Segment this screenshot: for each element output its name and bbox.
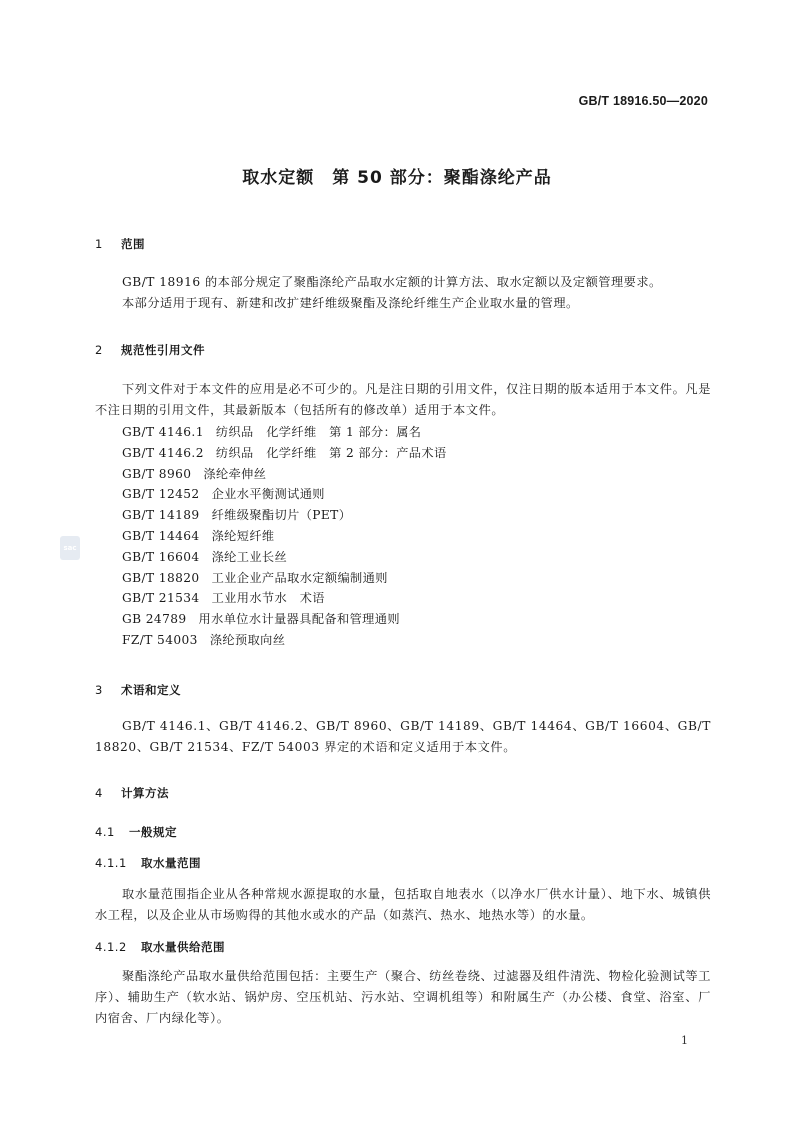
reference-item	[122, 588, 447, 609]
section-4-heading	[95, 785, 169, 801]
section-number: 4.1.1	[95, 856, 127, 870]
section-4-1-2-heading	[95, 939, 225, 955]
section-1-heading	[95, 236, 145, 252]
section-title: 计算方法	[121, 786, 169, 800]
section-4-1-heading	[95, 824, 177, 840]
reference-title: 纺织品 化学纤维 第 2 部分：产品术语	[215, 445, 447, 460]
reference-title: 涤纶工业长丝	[211, 549, 288, 564]
reference-code: GB/T 16604	[122, 549, 200, 564]
section-4-1-1-paragraph: 取水量范围指企业从各种常规水源提取的水量，包括取自地表水（以净水厂供水计量）、地下水、城镇供水工程，以及企业从市场购得的其他水或水的产品（如蒸汽、热水、地热水等）的水量。	[95, 887, 711, 922]
section-number: 4	[95, 786, 103, 800]
reference-title: 企业水平衡测试通则	[211, 487, 325, 502]
reference-title: 涤纶短纤维	[211, 528, 275, 543]
reference-item	[122, 526, 447, 547]
section-number: 3	[95, 683, 103, 697]
section-title: 取水量范围	[141, 856, 201, 870]
reference-item	[122, 630, 447, 651]
reference-title: 涤纶预取向丝	[209, 632, 286, 647]
reference-code: GB/T 4146.1	[122, 425, 204, 439]
reference-code: GB/T 12452	[122, 487, 200, 502]
reference-title: 工业用水节水 术语	[211, 591, 325, 606]
reference-item	[122, 422, 447, 443]
reference-code: FZ/T 54003	[122, 632, 198, 647]
section-3-heading	[95, 682, 181, 698]
reference-title: 工业企业产品取水定额编制通则	[211, 570, 388, 585]
watermark-logo: sac	[60, 536, 80, 560]
reference-code: GB 24789	[122, 612, 187, 627]
section-number: 2	[95, 343, 103, 357]
reference-item	[122, 484, 447, 505]
section-2-intro: 下列文件对于本文件的应用是必不可少的。凡是注日期的引用文件，仅注日期的版本适用于本文件。凡是不注日期的引用文件，其最新版本（包括所有的修改单）适用于本文件。	[95, 382, 711, 417]
section-number: 1	[95, 237, 103, 251]
reference-title: 纤维级聚酯切片（PET）	[211, 508, 352, 523]
reference-item	[122, 443, 447, 464]
section-title: 范围	[121, 237, 145, 251]
section-3-paragraph: GB/T 4146.1、GB/T 4146.2、GB/T 8960、GB/T 14189、GB/T 14464、GB/T 16604、GB/T 18820、GB/T 21534、FZ/T 54003 界定的术语和定义适用于本文件。	[95, 719, 711, 754]
reference-item	[122, 547, 447, 568]
reference-title: 纺织品 化学纤维 第 1 部分：属名	[215, 425, 422, 439]
section-title: 取水量供给范围	[141, 940, 225, 954]
document-title: 取水定额 第 50 部分：聚酯涤纶产品	[242, 168, 552, 188]
reference-item	[122, 505, 447, 526]
section-1-paragraph-2: 本部分适用于现有、新建和改扩建纤维级聚酯及涤纶纤维生产企业取水量的管理。	[122, 296, 579, 310]
section-1-paragraph-1: GB/T 18916 的本部分规定了聚酯涤纶产品取水定额的计算方法、取水定额以及定额管理要求。	[122, 275, 662, 289]
standard-code: GB/T 18916.50—2020	[578, 94, 708, 108]
reference-title: 用水单位水计量器具配备和管理通则	[198, 612, 400, 627]
reference-item	[122, 464, 447, 485]
reference-code: GB/T 21534	[122, 591, 200, 606]
section-4-1-1-heading	[95, 855, 201, 871]
reference-item	[122, 609, 447, 630]
section-title: 规范性引用文件	[121, 343, 205, 357]
section-number: 4.1.2	[95, 940, 127, 954]
page-number: 1	[681, 1034, 688, 1047]
reference-code: GB/T 14464	[122, 528, 200, 543]
reference-title: 涤纶牵伸丝	[203, 466, 267, 481]
section-2-heading	[95, 342, 205, 358]
section-title: 一般规定	[129, 825, 177, 839]
reference-code: GB/T 4146.2	[122, 445, 204, 460]
reference-item	[122, 568, 447, 589]
section-4-1-2-paragraph: 聚酯涤纶产品取水量供给范围包括：主要生产（聚合、纺丝卷绕、过滤器及组件清洗、物检化验测试等工序）、辅助生产（软水站、锅炉房、空压机站、污水站、空调机组等）和附属生产（办公楼、食堂、浴室、厂内宿舍、厂内绿化等）。	[95, 969, 711, 1025]
section-title: 术语和定义	[121, 683, 181, 697]
reference-code: GB/T 8960	[122, 466, 192, 481]
reference-code: GB/T 14189	[122, 508, 200, 523]
reference-code: GB/T 18820	[122, 570, 200, 585]
normative-reference-list	[122, 422, 447, 651]
section-number: 4.1	[95, 825, 115, 839]
